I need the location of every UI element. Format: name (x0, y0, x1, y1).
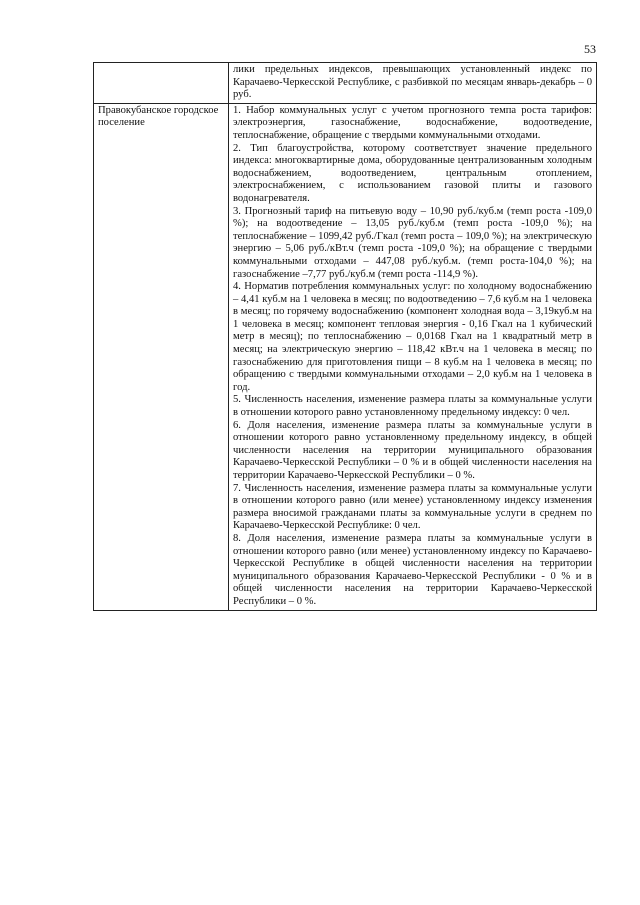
table-cell-continuation-text (229, 63, 597, 104)
settlement-details-cell (229, 103, 597, 610)
paragraph-5: 5. Численность населения, изменение размера платы за коммунальные услуги в отношении которого равно установленному предельному индексу: 0 чел. (233, 394, 592, 419)
settlement-name-cell (94, 103, 229, 610)
paragraph-2: 2. Тип благоустройства, которому соответствует значение предельного индекса: многоквартирные дома, оборудованные централизованным холодным водоснабжением, водоотведением, центральным отоплением, электроснабжением, с использованием газовой плиты и газового водонагревателя. (233, 142, 592, 204)
paragraph-8: 8. Доля населения, изменение размера платы за коммунальные услуги в отношении которого равно (или менее) установленному индексу по Карачаево-Черкесской Республике в общей численности населения на территории муниципального образования Карачаево-Черкесской Республики - 0 % и в общей численности населения на территории Карачаево-Черкесской Республики – 0 %. (233, 532, 592, 607)
paragraph-4: 4. Норматив потребления коммунальных услуг: по холодному водоснабжению – 4,41 куб.м на 1 человека в месяц; по водоотведению – 7,6 куб.м на 1 человека в месяц; по горячему водоснабжению (компонент холодная вода – 3,19куб.м на 1 человека в месяц; компонент тепловая энергия - 0,16 Гкал на 1 кубический метр в месяц); по теплоснабжению – 0,0168 Гкал на 1 квадратный метр в месяц; на электрическую энергию – 118,42 кВт.ч на 1 человека в месяц; по газоснабжению для приготовления пищи – 8 куб.м на 1 человека в месяц; по обращению с твердыми коммунальными отходами – 2,0 куб.м на 1 человека в год. (233, 281, 592, 393)
table-row-settlement (94, 103, 597, 610)
paragraph-1: 1. Набор коммунальных услуг с учетом прогнозного темпа роста тарифов: электроэнергия, газоснабжение, водоснабжение, водоотведение, теплоснабжение, обращение с твердыми коммунальными отходами. (233, 104, 592, 141)
document-table (93, 62, 597, 611)
settlement-name: Правокубанское городское поселение (98, 104, 219, 129)
paragraph-7: 7. Численность населения, изменение размера платы за коммунальные услуги в отношении которого равно (или менее) установленному индексу изменения размера вносимой гражданами платы за коммунальные услуги в среднем по Карачаево-Черкесской Республике: 0 чел. (233, 482, 592, 532)
paragraph-3: 3. Прогнозный тариф на питьевую воду – 10,90 руб./куб.м (темп роста -109,0 %); на водоотведение – 13,05 руб./куб.м (темп роста -109,0 %); на теплоснабжение – 1099,42 руб./Гкал (темп роста – 109,0 %); на электрическую энергию – 5,06 руб./кВт.ч (темп роста -109,0 %); на обращение с твердыми коммунальными отходами – 447,08 руб./куб.м. (темп роста-104,0 %); на газоснабжение –7,77 руб./куб.м (темп роста -114,9 %). (233, 205, 592, 280)
paragraph-6: 6. Доля населения, изменение размера платы за коммунальные услуги в отношении которого равно установленному предельному индексу, в общей численности населения на территории муниципального образования Карачаево-Черкесской Республики – 0 % и в общей численности населения на территории Карачаево-Черкесской Республики – 0 %. (233, 419, 592, 481)
page-number: 53 (584, 42, 596, 56)
table-row-continuation (94, 63, 597, 104)
continuation-paragraph: лики предельных индексов, превышающих установленный индекс по Карачаево-Черкесской Республике, с разбивкой по месяцам январь-декабрь – 0 руб. (233, 64, 592, 101)
table-cell-empty (94, 63, 229, 104)
